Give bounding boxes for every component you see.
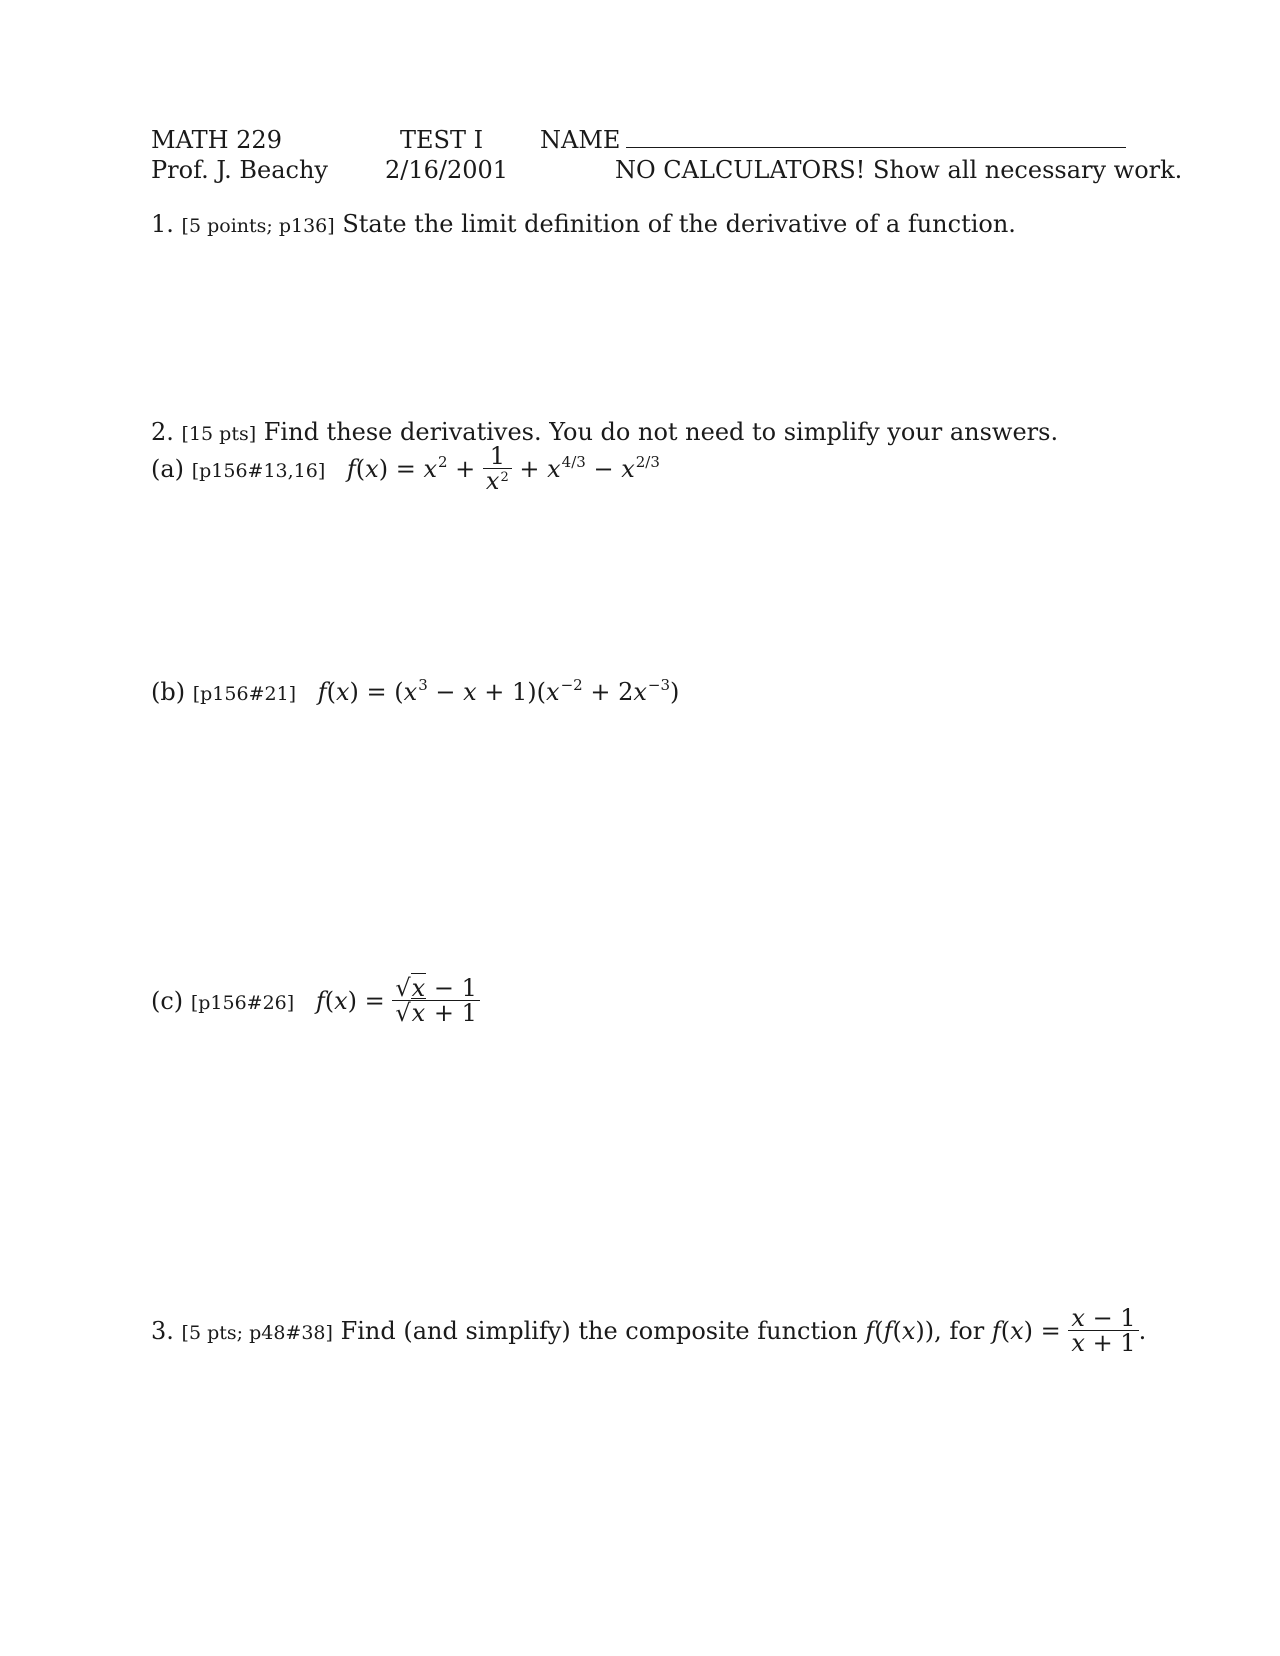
part-ref: [p156#26] (190, 992, 295, 1014)
equation-2c: f(x) = $\frac{√x - 1}{√x + 1}$ (316, 987, 480, 1015)
problem-text: State the limit definition of the derivative of a function. (342, 210, 1016, 238)
part-label: (b) (151, 678, 186, 706)
test-title: TEST I (400, 126, 484, 154)
problem-2 (151, 420, 1058, 444)
part-ref: [p156#21] (192, 683, 297, 705)
problem-1 (151, 212, 1016, 236)
name-label: NAME (540, 126, 621, 154)
equation-2a: $f(x) = x^2$ + $\frac{1}{x^2}$ + $x^{4/3} - x^{2/3}$ (346, 442, 660, 495)
part-label: (c) (151, 987, 184, 1015)
problem-2c (151, 974, 480, 1027)
problem-tag: [15 pts] (181, 423, 257, 445)
equation-2b: $f(x) = (x^3 - x + 1)(x^{-2} + 2x^{-3})$ (317, 676, 680, 706)
course-title: MATH 229 (151, 126, 282, 154)
part-label: (a) (151, 455, 185, 483)
part-ref: [p156#13,16] (191, 460, 326, 482)
instructions: NO CALCULATORS! Show all necessary work. (615, 156, 1183, 184)
problem-tag: [5 points; p136] (181, 215, 335, 237)
problem-2b (151, 676, 680, 706)
equation-3: f(f(x)), for f(x) = $\frac{x - 1}{x + 1}$ . (865, 1304, 1147, 1357)
problem-3 (151, 1304, 1147, 1357)
name-blank-line (626, 147, 1126, 148)
problem-2a (151, 442, 660, 495)
problem-tag: [5 pts; p48#38] (181, 1322, 333, 1344)
problem-number: 1. (151, 210, 174, 238)
test-date: 2/16/2001 (385, 156, 509, 184)
problem-number: 3. (151, 1317, 174, 1345)
problem-number: 2. (151, 418, 174, 446)
problem-text: Find (and simplify) the composite function (340, 1317, 858, 1345)
problem-text: Find these derivatives. You do not need to simplify your answers. (263, 418, 1059, 446)
professor-name: Prof. J. Beachy (151, 156, 328, 184)
